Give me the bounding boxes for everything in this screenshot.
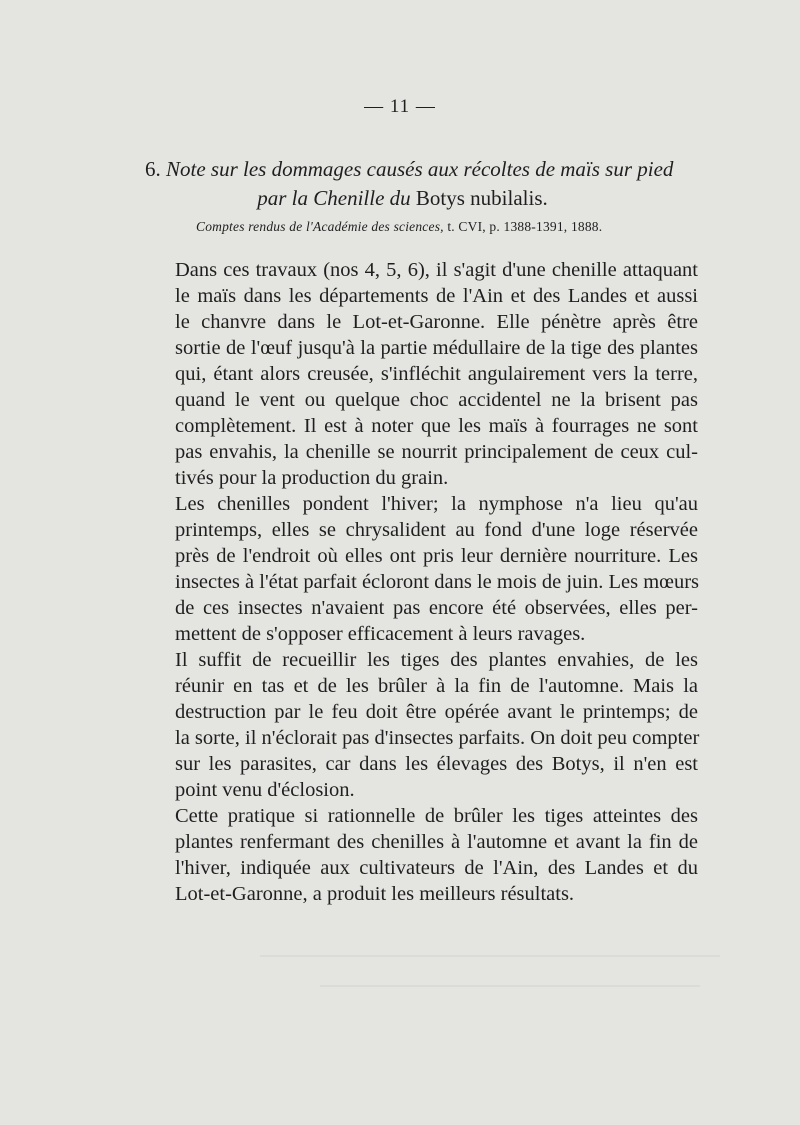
text-line: tivés pour la production du grain. [175, 467, 449, 489]
text-line: mettent de s'opposer efficacement à leurs ravages. [175, 623, 586, 645]
text-line: point venu d'éclosion. [175, 779, 355, 801]
text-line: pas envahis, la chenille se nourrit principalement de ceux cul- [175, 441, 698, 463]
text-line: sur les parasites, car dans les élevages des Botys, il n'en est [175, 753, 698, 775]
paragraph-2 [145, 491, 698, 647]
text-line: Lot-et-Garonne, a produit les meilleurs résultats. [175, 883, 575, 905]
text-line: printemps, elles se chrysalident au fond d'une loge réservée [175, 519, 698, 541]
title-line-2 [145, 184, 700, 213]
text-line: destruction par le feu doit être opérée avant le printemps; de [175, 701, 698, 723]
text-line: plantes renfermant des chenilles à l'automne et avant la fin de [175, 831, 698, 853]
title-part-2-roman: Botys nubilalis. [415, 186, 548, 210]
paragraph-1 [145, 257, 698, 491]
text-line: le chanvre dans le Lot-et-Garonne. Elle pénètre après être [175, 311, 698, 333]
article-title [145, 155, 700, 213]
text-line: près de l'endroit où elles ont pris leur dernière nourriture. Les [175, 545, 698, 567]
text-line: complètement. Il est à noter que les maïs à fourrages ne sont [175, 415, 698, 437]
title-line-1 [145, 155, 700, 184]
reference-journal: Comptes rendus de l'Académie des sciences, [196, 219, 444, 234]
title-part-1: Note sur les dommages causés aux récoltes de maïs sur pied [166, 157, 674, 181]
paragraph-4 [145, 803, 698, 907]
text-line: sortie de l'œuf jusqu'à la partie médullaire de la tige des plantes [175, 337, 698, 359]
text-line: Cette pratique si rationnelle de brûler les tiges atteintes des [175, 805, 698, 827]
article-body [145, 257, 698, 907]
reference-citation [196, 219, 716, 235]
text-line: Les chenilles pondent l'hiver; la nymphose n'a lieu qu'au [175, 493, 698, 515]
article-number: 6. [145, 157, 161, 181]
title-part-2-italic: par la Chenille du [257, 186, 411, 210]
text-line: de ces insectes n'avaient pas encore été observées, elles per- [175, 597, 698, 619]
paragraph-3 [145, 647, 698, 803]
bleed-through-mark [320, 985, 700, 987]
reference-volume-pages: t. CVI, p. 1388-1391, 1888. [447, 219, 603, 234]
text-line: l'hiver, indiquée aux cultivateurs de l'Ain, des Landes et du [175, 857, 698, 879]
text-line: réunir en tas et de les brûler à la fin de l'automne. Mais la [175, 675, 698, 697]
text-line: la sorte, il n'éclorait pas d'insectes parfaits. On doit peu compter [175, 727, 700, 749]
text-line: qui, étant alors creusée, s'infléchit angulairement vers la terre, [175, 363, 698, 385]
page-number: — 11 — [364, 96, 436, 117]
text-line: insectes à l'état parfait écloront dans le mois de juin. Les mœurs [175, 571, 700, 593]
text-line: quand le vent ou quelque choc accidentel ne la brisent pas [175, 389, 698, 411]
text-line: le maïs dans les départements de l'Ain et des Landes et aussi [175, 285, 698, 307]
text-line: Il suffit de recueillir les tiges des plantes envahies, de les [175, 649, 698, 671]
text-line: Dans ces travaux (nos 4, 5, 6), il s'agit d'une chenille attaquant [175, 259, 698, 281]
bleed-through-mark [260, 955, 720, 957]
